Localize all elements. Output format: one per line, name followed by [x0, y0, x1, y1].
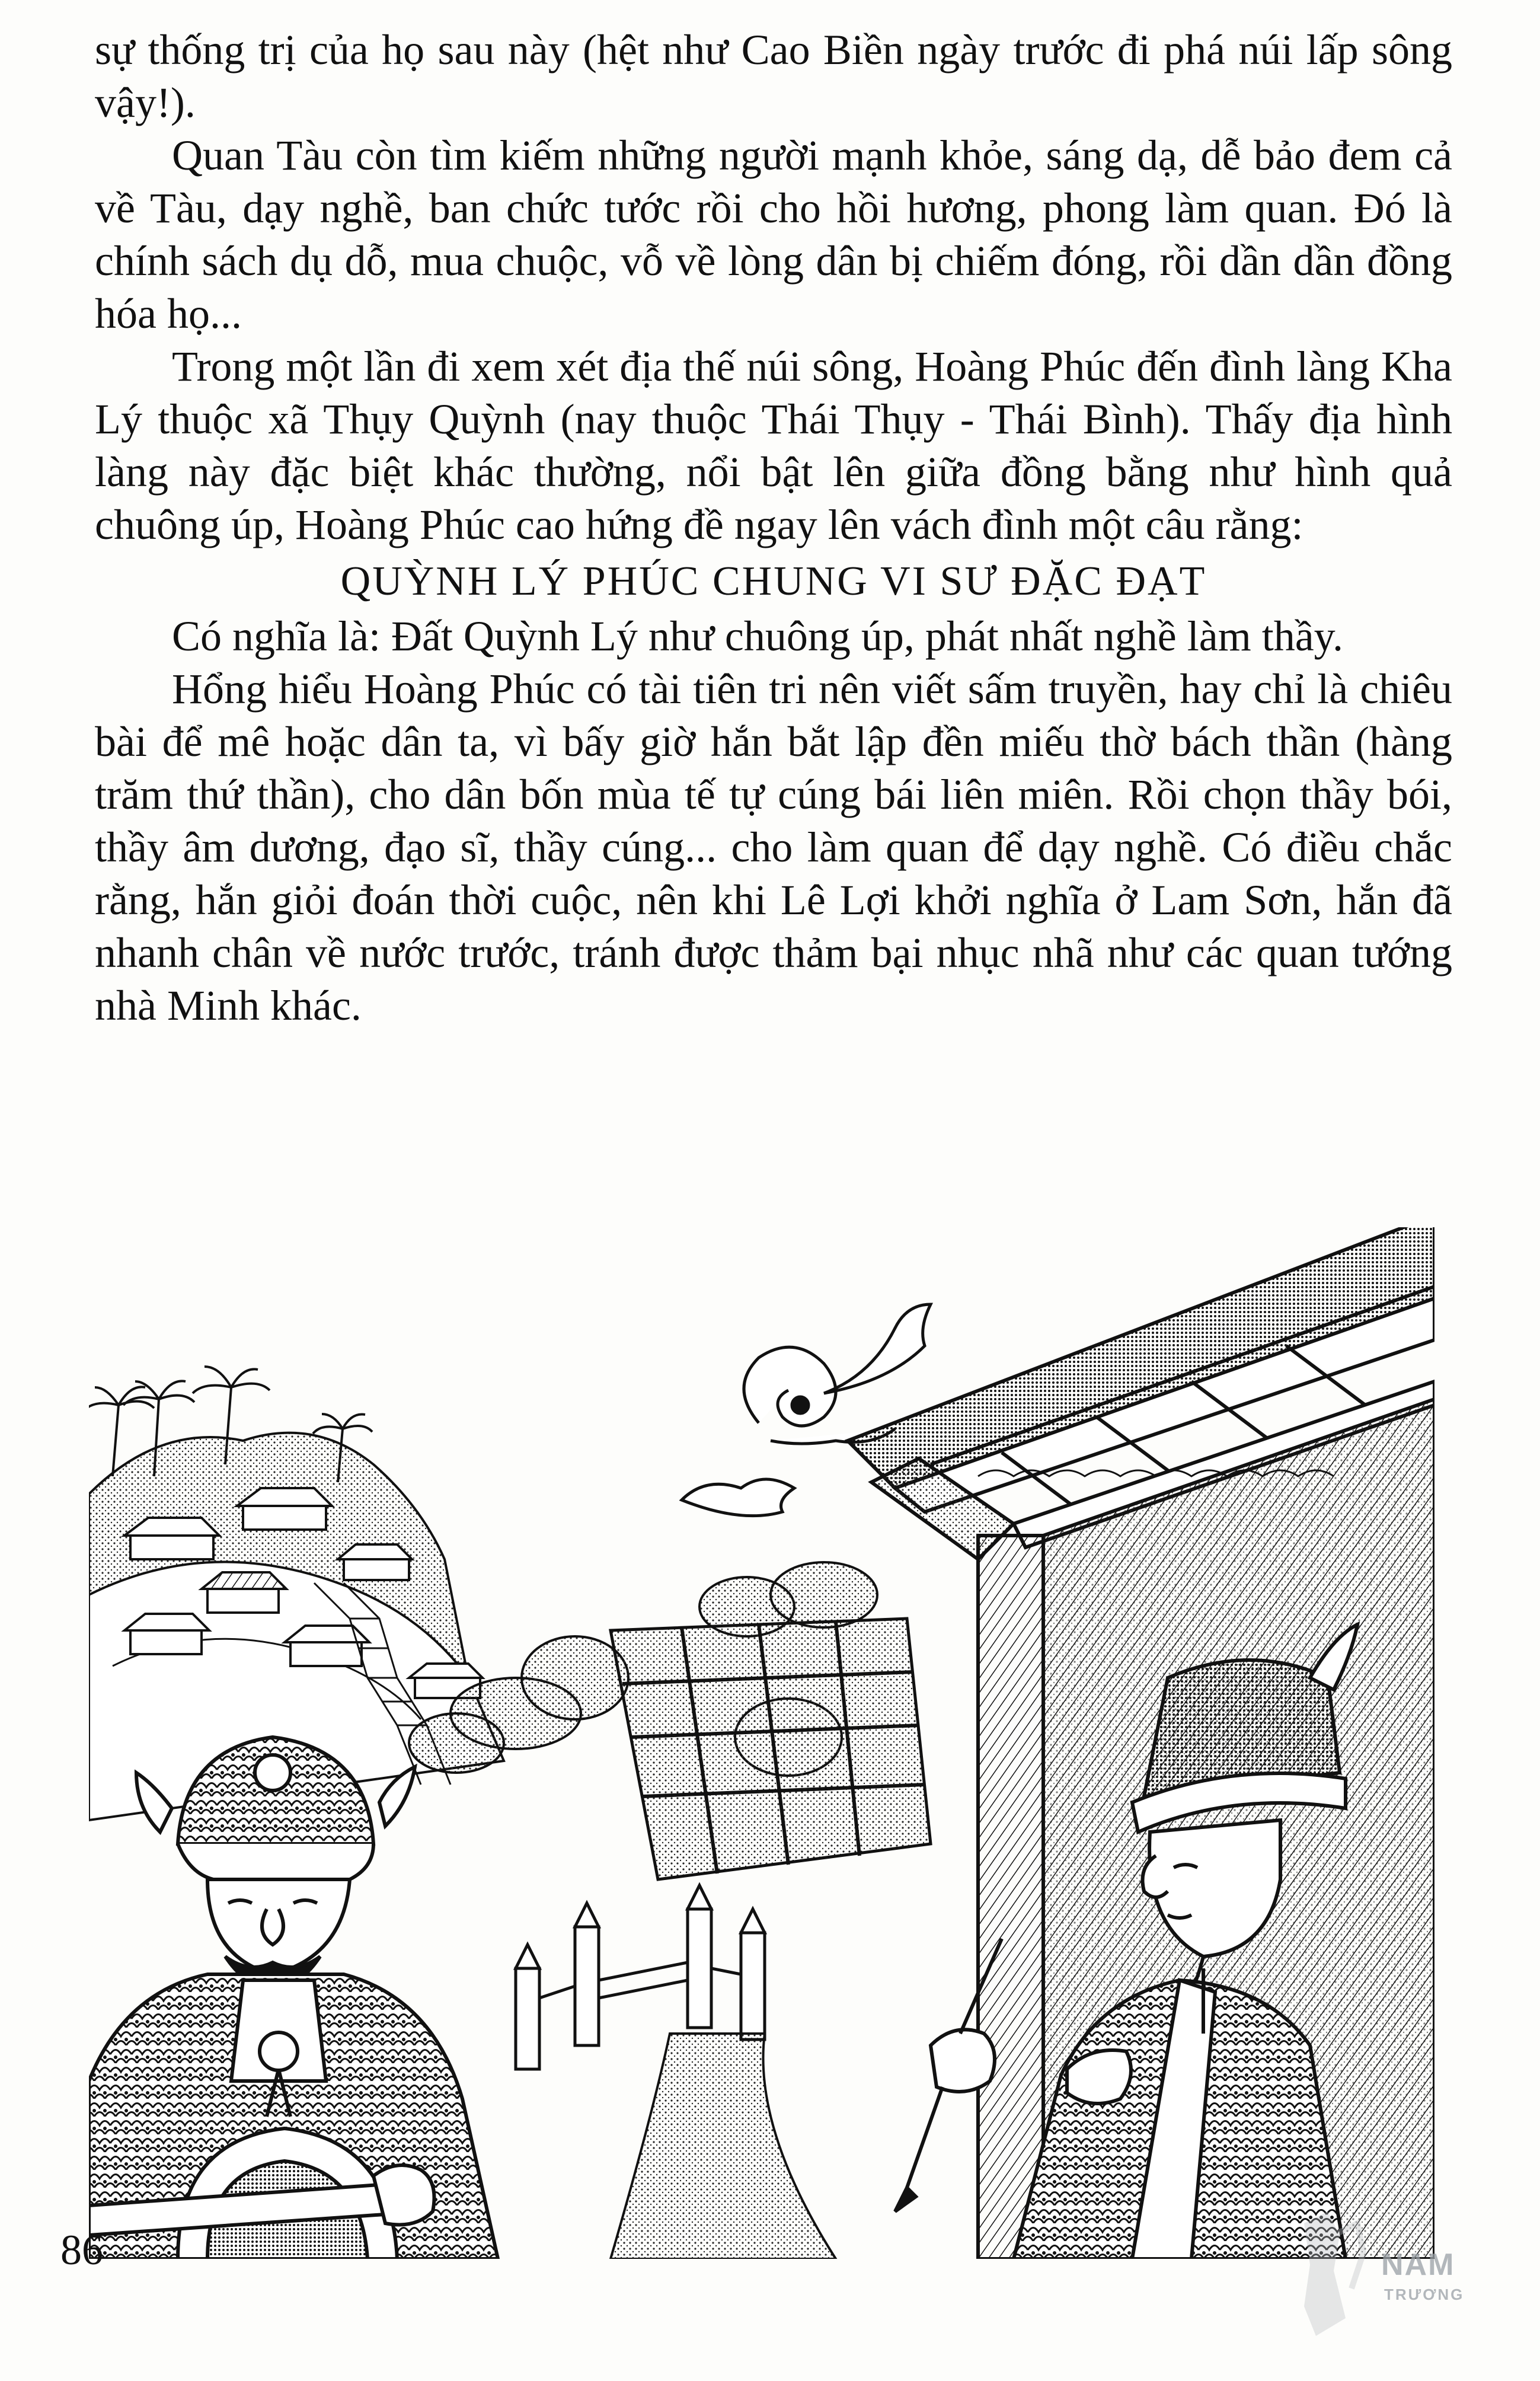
paragraph-prophecy: Hổng hiểu Hoàng Phúc có tài tiên tri nên viết sấm truyền, hay chỉ là chiêu bài để mê hoặc dân ta, vì bấy giờ hắn bắt lập đền miếu thờ bách thần (hàng trăm thứ thần), cho dân bốn mùa tế tự cúng bái liên miên. Rồi chọn thầy bói, thầy âm dương, đạo sĩ, thầy cúng... cho làm quan để dạy nghề. Có điều chắc rằng, hắn giỏi đoán thời cuộc, nên khi Lê Lợi khởi nghĩa ở Lam Sơn, hắn đã nhanh chân về nước trước, tránh được thảm bại nhục nhã như các quan tướng nhà Minh khác. [95, 665, 1452, 1029]
inscription-line: QUỲNH LÝ PHÚC CHUNG VI SƯ ĐẶC ĐẠT [340, 558, 1207, 604]
paragraph-meaning: Có nghĩa là: Đất Quỳnh Lý như chuông úp, phát nhất nghề làm thầy. [172, 612, 1343, 660]
paragraph-quan-tau: Quan Tàu còn tìm kiếm những người mạnh khỏe, sáng dạ, dễ bảo đem cả về Tàu, dạy nghề, ban chức tước rồi cho hồi hương, phong làm quan. Đó là chính sách dụ dỗ, mua chuộc, vỗ về lòng dân bị chiếm đóng, rồi dần dần đồng hóa họ... [95, 132, 1452, 337]
illustration-drawing [89, 1227, 1434, 2259]
illustration-hoang-phuc-inscription [89, 1227, 1434, 2259]
watermark-sub: TRƯƠNG [1384, 2286, 1465, 2303]
page-number: 86 [60, 2226, 103, 2274]
watermark-brand: NAM [1381, 2248, 1455, 2282]
paragraph-continuation: sự thống trị của họ sau này (hệt như Cao Biền ngày trước đi phá núi lấp sông vậy!). [95, 26, 1452, 126]
paragraph-hoang-phuc-visit: Trong một lần đi xem xét địa thế núi sông, Hoàng Phúc đến đình làng Kha Lý thuộc xã Thụy Quỳnh (nay thuộc Thái Thụy - Thái Bình). Thấy địa hình làng này đặc biệt khác thường, nổi bật lên giữa đồng bằng như hình quả chuông úp, Hoàng Phúc cao hứng đề ngay lên vách đình một câu rằng: [95, 343, 1452, 548]
body-text [95, 24, 1452, 1032]
